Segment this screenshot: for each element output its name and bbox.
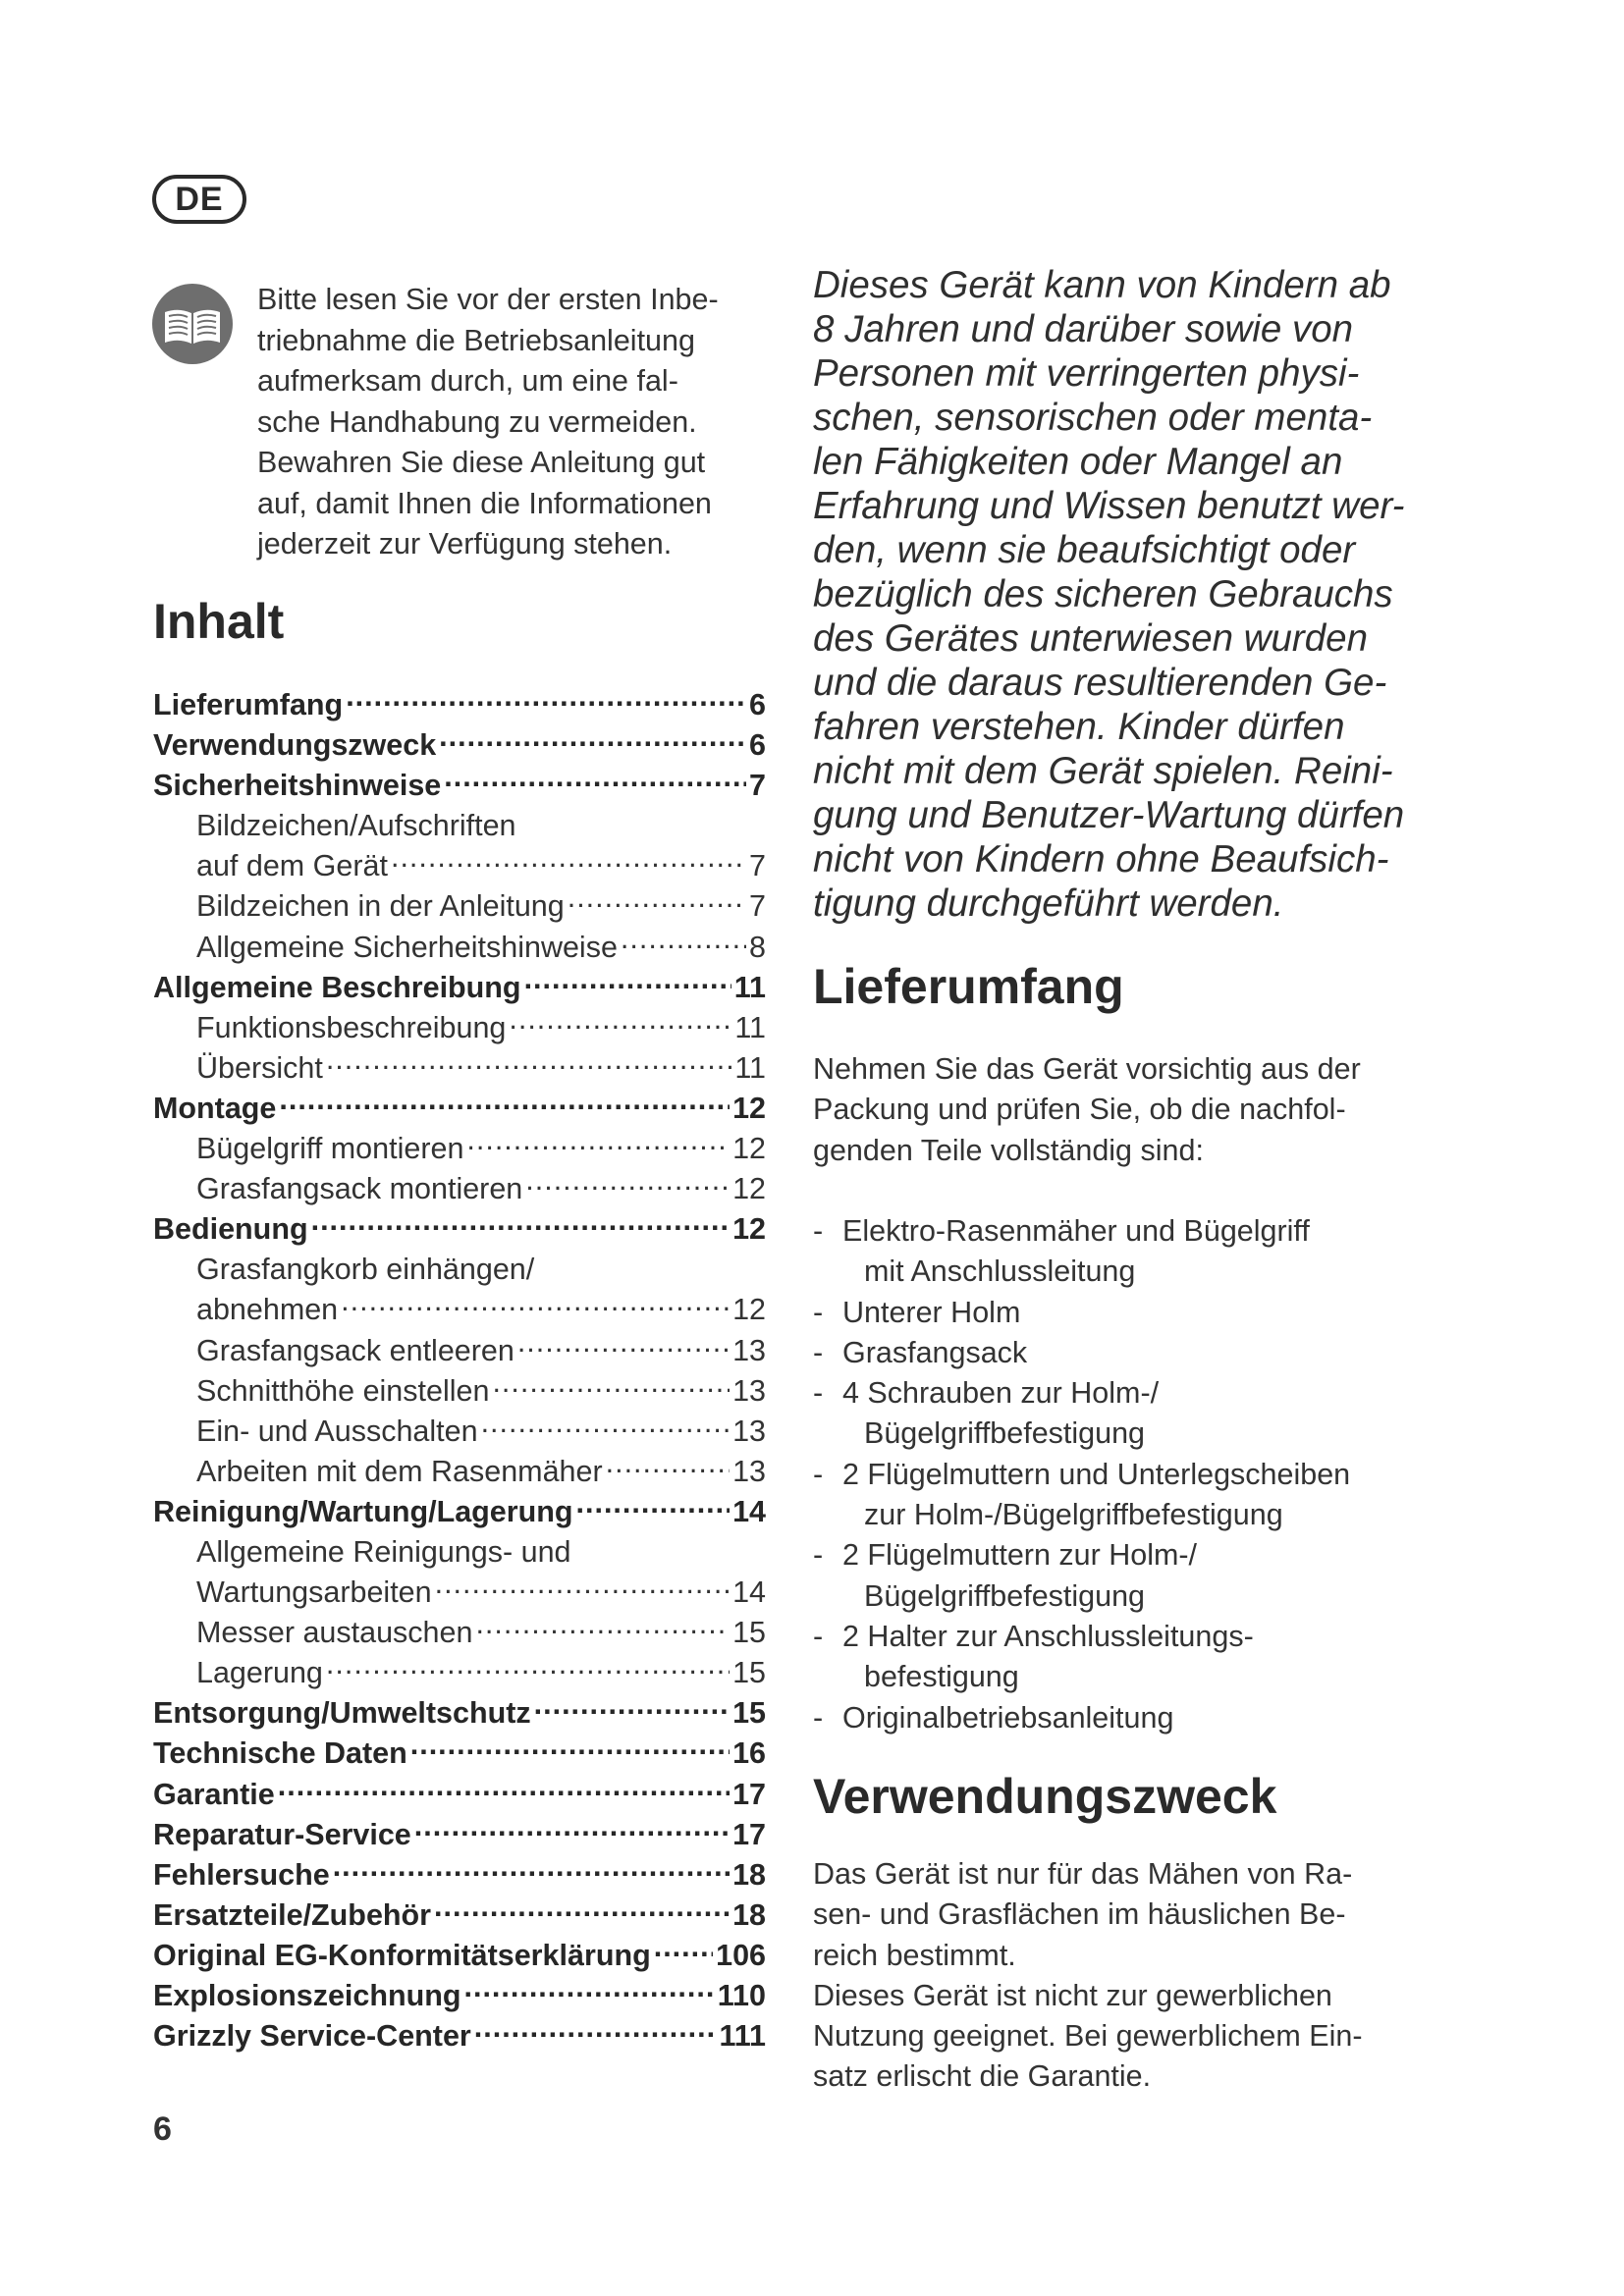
notice-line: bezüglich des sicheren Gebrauchs — [813, 573, 1393, 615]
intro-line: triebnahme die Betriebsanleitung — [257, 323, 695, 357]
toc-entry[interactable]: Montage ..... 12 — [153, 1089, 766, 1129]
paragraph-line: genden Teile vollständig sind: — [813, 1133, 1204, 1167]
toc-entry[interactable]: Grizzly Service-Center ..... 111 — [153, 2016, 766, 2056]
toc-entry[interactable]: Grasfangsack montieren ..... 12 — [153, 1169, 766, 1209]
notice-line: Erfahrung und Wissen benutzt wer- — [813, 485, 1405, 527]
toc-entry[interactable]: Lagerung ..... 15 — [153, 1653, 766, 1693]
toc-entry[interactable]: Ein- und Ausschalten ..... 13 — [153, 1412, 766, 1452]
notice-line: den, wenn sie beaufsichtigt oder — [813, 529, 1356, 571]
list-item: - 2 Halter zur Anschlussleitungs- befestigung — [813, 1619, 1254, 1694]
toc-title: Inhalt — [153, 594, 285, 649]
paragraph-line: Das Gerät ist nur für das Mähen von Ra- — [813, 1857, 1353, 1891]
toc-entry[interactable]: Bildzeichen in der Anleitung ..... 7 — [153, 886, 766, 927]
toc-entry[interactable]: abnehmen ..... 12 — [153, 1290, 766, 1330]
toc-entry[interactable]: Schnitthöhe einstellen ..... 13 — [153, 1371, 766, 1412]
notice-line: schen, sensorischen oder menta- — [813, 397, 1373, 439]
list-item: - 4 Schrauben zur Holm-/ Bügelgriffbefestigung — [813, 1376, 1160, 1451]
intro-line: jederzeit zur Verfügung stehen. — [257, 527, 673, 561]
toc-entry[interactable]: Bedienung ..... 12 — [153, 1209, 766, 1250]
toc-entry[interactable]: Ersatzteile/Zubehör ..... 18 — [153, 1896, 766, 1936]
paragraph-line: reich bestimmt. — [813, 1938, 1016, 1972]
notice-line: Personen mit verringerten physi- — [813, 352, 1360, 395]
paragraph-line: satz erlischt die Garantie. — [813, 2059, 1152, 2094]
toc-entry[interactable]: Reparatur-Service ..... 17 — [153, 1815, 766, 1855]
intro-line: aufmerksam durch, um eine fal- — [257, 364, 678, 398]
intro-line: sche Handhabung zu vermeiden. — [257, 404, 697, 439]
child-safety-notice — [813, 263, 1461, 926]
verwendungszweck-heading: Verwendungszweck — [813, 1769, 1277, 1824]
table-of-contents — [153, 685, 766, 2056]
notice-line: Dieses Gerät kann von Kindern ab — [813, 264, 1391, 306]
toc-entry[interactable]: Lieferumfang ..... 6 — [153, 685, 766, 725]
paragraph-line: Dieses Gerät ist nicht zur gewerblichen — [813, 1978, 1332, 2012]
toc-entry[interactable]: Entsorgung/Umweltschutz ..... 15 — [153, 1693, 766, 1734]
toc-entry[interactable]: Übersicht ..... 11 — [153, 1048, 766, 1089]
toc-entry[interactable]: Bügelgriff montieren ..... 12 — [153, 1129, 766, 1169]
list-item: - Originalbetriebsanleitung — [813, 1700, 1174, 1735]
intro-line: Bewahren Sie diese Anleitung gut — [257, 446, 706, 479]
notice-line: fahren verstehen. Kinder dürfen — [813, 706, 1345, 748]
list-item: - 2 Flügelmuttern und Unterlegscheiben zur Holm-/Bügelgriffbefestigung — [813, 1457, 1351, 1532]
language-badge: DE — [152, 175, 246, 224]
toc-entry[interactable]: Sicherheitshinweise ..... 7 — [153, 766, 766, 806]
toc-entry[interactable]: auf dem Gerät ..... 7 — [153, 846, 766, 886]
page-number: 6 — [153, 2110, 172, 2148]
paragraph-line: Nutzung geeignet. Bei gewerblichem Ein- — [813, 2019, 1363, 2054]
intro-line: auf, damit Ihnen die Informationen — [257, 486, 712, 520]
toc-entry[interactable]: Messer austauschen ..... 15 — [153, 1613, 766, 1653]
paragraph-line: Packung und prüfen Sie, ob die nachfol- — [813, 1093, 1346, 1127]
toc-entry[interactable]: Original EG-Konformitätserklärung ..... 106 — [153, 1936, 766, 1976]
toc-entry[interactable]: Grasfangkorb einhängen/ — [196, 1253, 535, 1287]
book-icon — [151, 283, 234, 365]
parts-list — [813, 1211, 1461, 1738]
toc-entry[interactable]: Explosionszeichnung ..... 110 — [153, 1976, 766, 2016]
toc-entry[interactable]: Funktionsbeschreibung ..... 11 — [153, 1008, 766, 1048]
notice-line: 8 Jahren und darüber sowie von — [813, 308, 1354, 350]
toc-entry[interactable]: Verwendungszweck ..... 6 — [153, 725, 766, 766]
notice-line: nicht von Kindern ohne Beaufsich- — [813, 838, 1389, 881]
paragraph-line: Nehmen Sie das Gerät vorsichtig aus der — [813, 1052, 1361, 1086]
intro-text — [257, 280, 768, 565]
list-item: - Elektro-Rasenmäher und Bügelgriff mit Anschlussleitung — [813, 1214, 1310, 1289]
toc-entry[interactable]: Technische Daten ..... 16 — [153, 1734, 766, 1774]
notice-line: tigung durchgeführt werden. — [813, 882, 1284, 925]
toc-entry[interactable]: Reinigung/Wartung/Lagerung ..... 14 — [153, 1492, 766, 1532]
lieferumfang-intro — [813, 1049, 1441, 1171]
list-item: - Grasfangsack — [813, 1335, 1028, 1369]
paragraph-line: sen- und Grasflächen im häuslichen Be- — [813, 1897, 1346, 1932]
list-item: - 2 Flügelmuttern zur Holm-/ Bügelgriffbefestigung — [813, 1538, 1198, 1613]
notice-line: und die daraus resultierenden Ge- — [813, 662, 1387, 704]
list-item: - Unterer Holm — [813, 1295, 1021, 1329]
toc-entry[interactable]: Grasfangsack entleeren ..... 13 — [153, 1331, 766, 1371]
toc-entry[interactable]: Arbeiten mit dem Rasenmäher ..... 13 — [153, 1452, 766, 1492]
toc-entry[interactable]: Allgemeine Beschreibung ..... 11 — [153, 968, 766, 1008]
toc-entry[interactable]: Allgemeine Reinigungs- und — [196, 1534, 571, 1569]
toc-entry[interactable]: Fehlersuche ..... 18 — [153, 1855, 766, 1896]
notice-line: nicht mit dem Gerät spielen. Reini- — [813, 750, 1393, 792]
toc-entry[interactable]: Wartungsarbeiten ..... 14 — [153, 1573, 766, 1613]
toc-entry[interactable]: Garantie ..... 17 — [153, 1775, 766, 1815]
lieferumfang-heading: Lieferumfang — [813, 959, 1124, 1014]
toc-entry[interactable]: Bildzeichen/Aufschriften — [196, 809, 516, 843]
notice-line: des Gerätes unterwiesen wurden — [813, 617, 1368, 660]
intro-line: Bitte lesen Sie vor der ersten Inbe- — [257, 283, 719, 316]
notice-line: gung und Benutzer-Wartung dürfen — [813, 794, 1405, 836]
verwendungszweck-text — [813, 1854, 1441, 2098]
toc-entry[interactable]: Allgemeine Sicherheitshinweise ..... 8 — [153, 928, 766, 968]
notice-line: len Fähigkeiten oder Mangel an — [813, 441, 1343, 483]
